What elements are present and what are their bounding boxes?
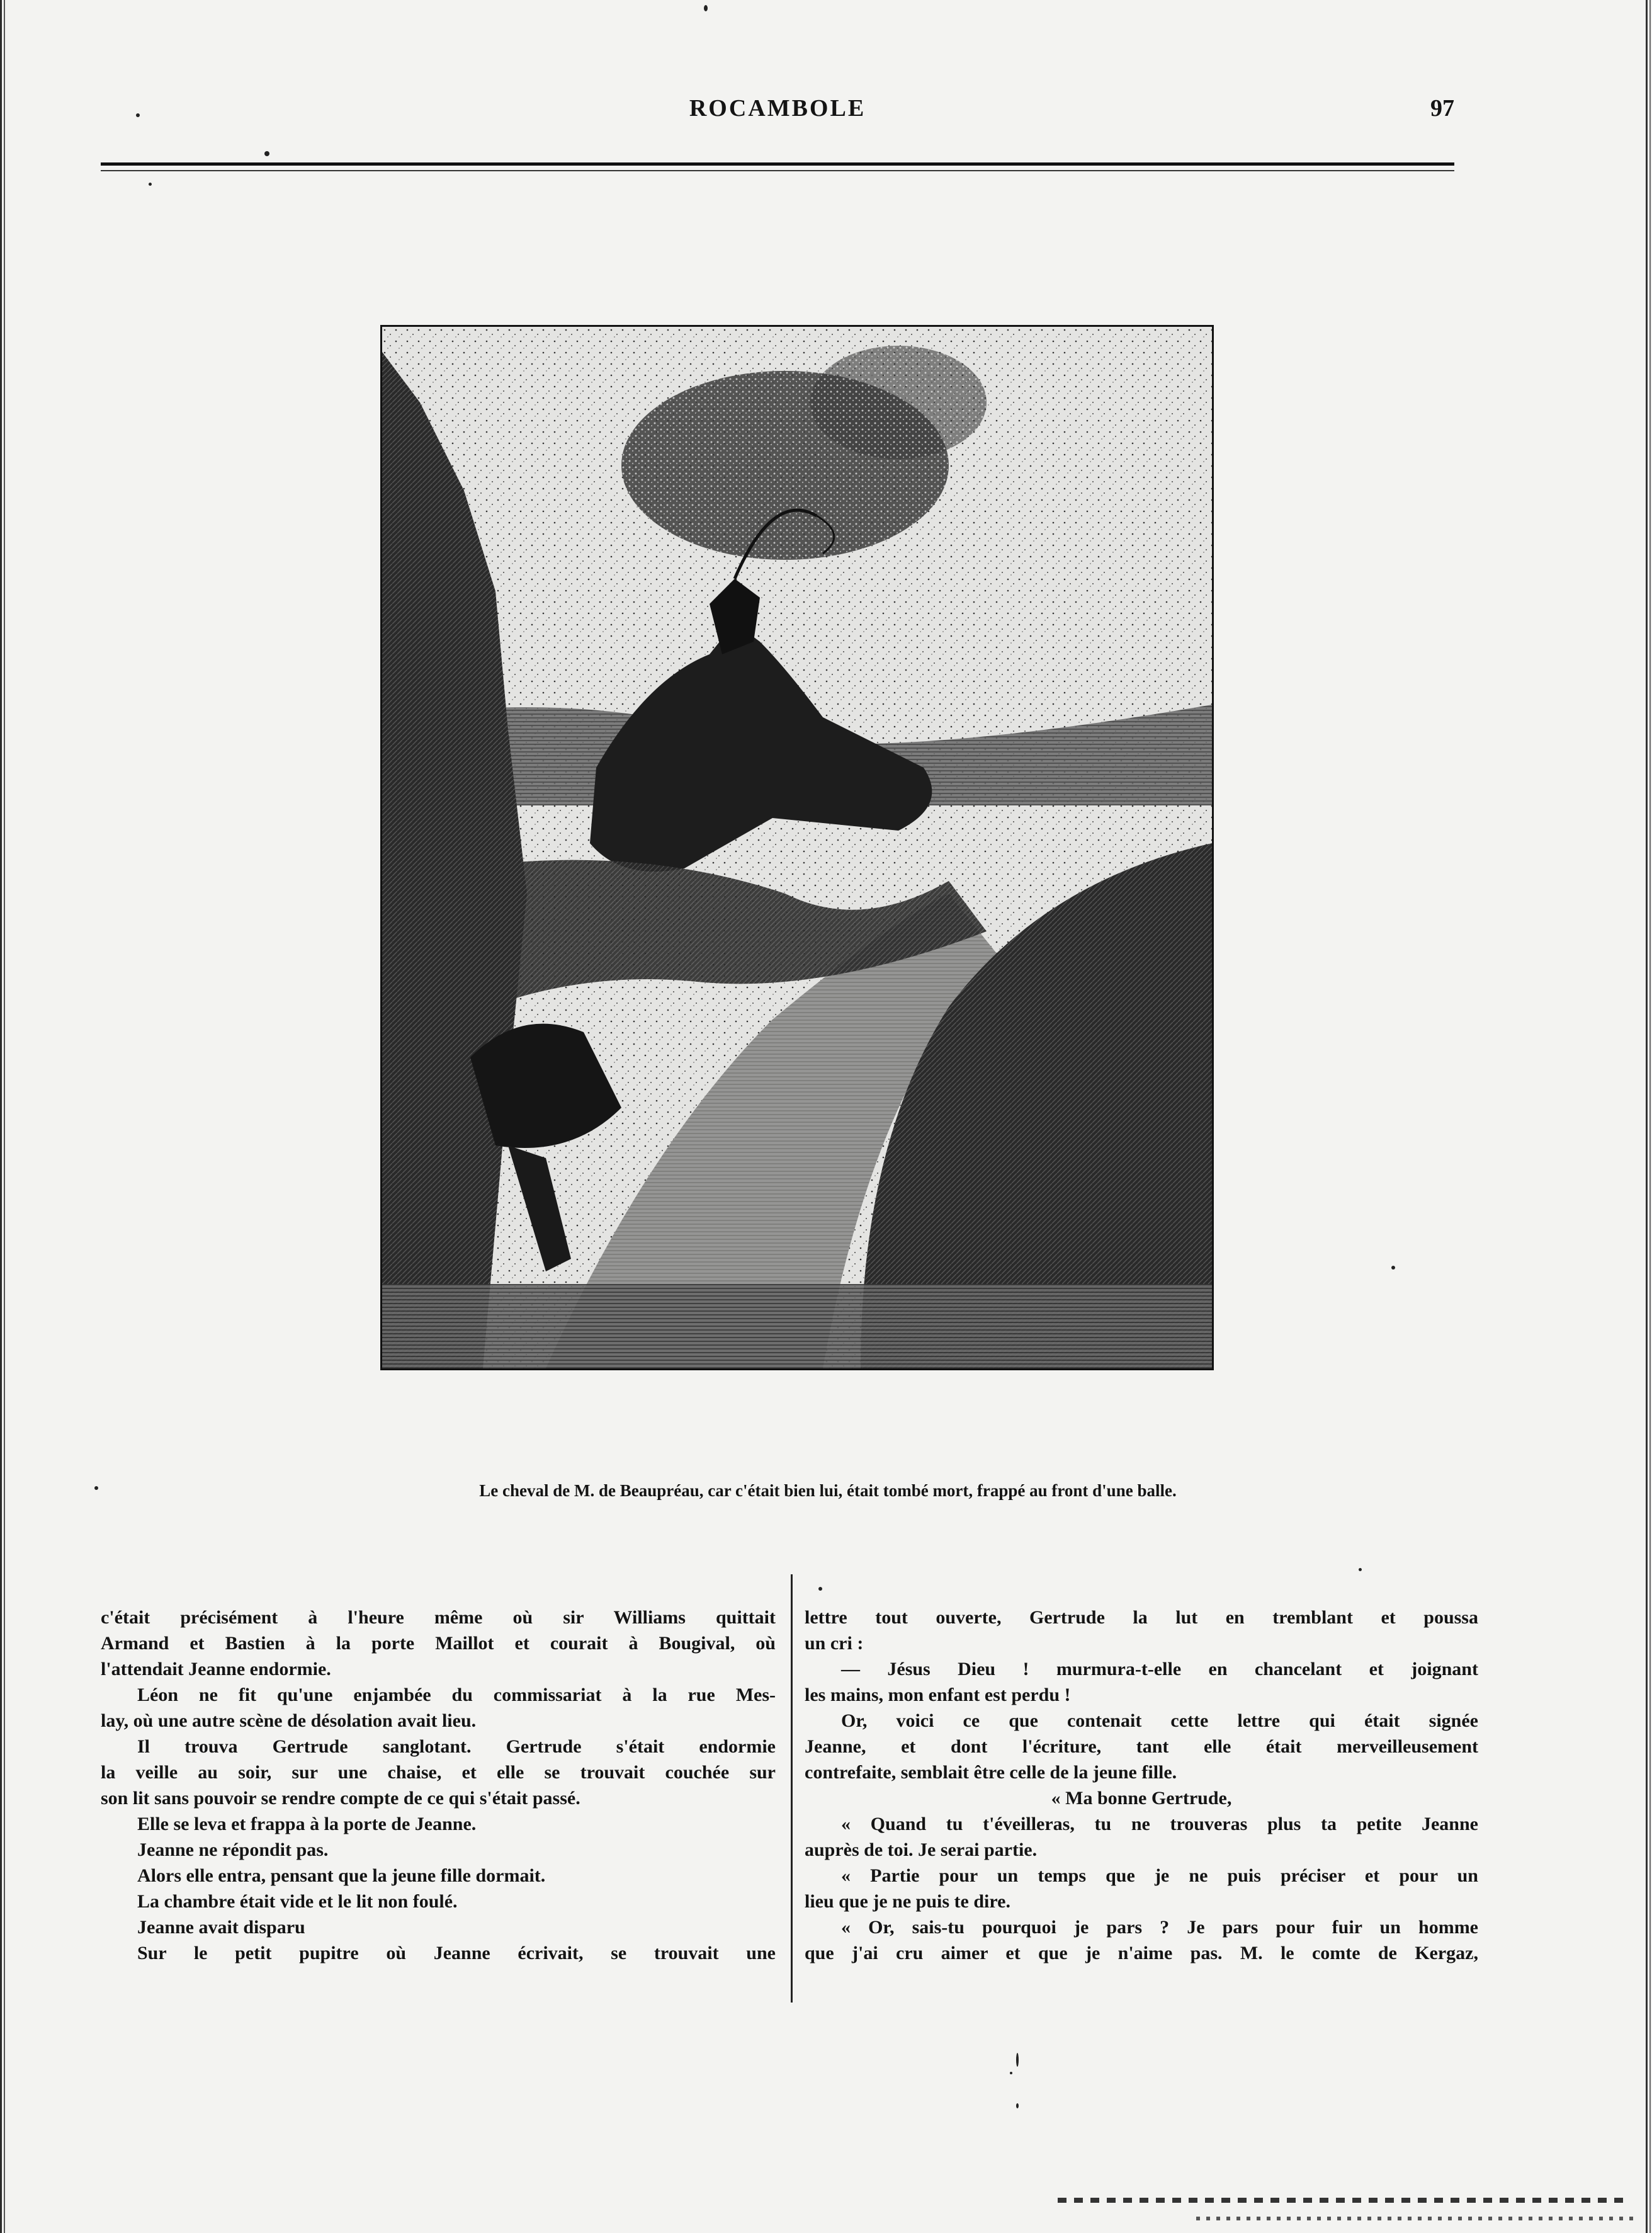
right-column-line: un cri : bbox=[805, 1633, 864, 1654]
left-column-line: la veille au soir, sur une chaise, et elle se trouvait couchée sur bbox=[101, 1762, 776, 1783]
left-column-line: Armand et Bastien à la porte Maillot et courait à Bougival, où bbox=[101, 1633, 776, 1654]
right-column-line: Jeanne, et dont l'écriture, tant elle était merveilleusement bbox=[805, 1736, 1478, 1757]
header-rule bbox=[101, 162, 1454, 171]
running-head bbox=[101, 94, 1454, 132]
right-column-line: auprès de toi. Je serai partie. bbox=[805, 1839, 1038, 1860]
left-column-line: Sur le petit pupitre où Jeanne écrivait, se trouvait une bbox=[137, 1943, 776, 1963]
page-edge-right bbox=[1643, 0, 1652, 2233]
text-column-right bbox=[805, 1605, 1478, 1966]
page-edge-left bbox=[0, 0, 6, 2233]
left-column-line: Il trouva Gertrude sanglotant. Gertrude s'était endormie bbox=[137, 1736, 776, 1757]
right-column-line: « Ma bonne Gertrude, bbox=[1051, 1788, 1232, 1809]
left-column-line: c'était précisément à l'heure même où sir Williams quittait bbox=[101, 1607, 776, 1628]
left-column-line: Léon ne fit qu'une enjambée du commissariat à la rue Mes- bbox=[137, 1685, 776, 1705]
page-number: 97 bbox=[1430, 95, 1454, 122]
left-column-line: Elle se leva et frappa à la porte de Jeanne. bbox=[137, 1814, 477, 1834]
left-column-line: Jeanne avait disparu bbox=[137, 1917, 305, 1938]
left-column-line: Alors elle entra, pensant que la jeune fille dormait. bbox=[137, 1865, 546, 1886]
right-column-line: lettre tout ouverte, Gertrude la lut en tremblant et poussa bbox=[805, 1607, 1478, 1628]
left-column-line: l'attendait Jeanne endormie. bbox=[101, 1659, 331, 1679]
right-column-line: contrefaite, semblait être celle de la jeune fille. bbox=[805, 1762, 1177, 1783]
left-column-line: son lit sans pouvoir se rendre compte de ce qui s'était passé. bbox=[101, 1788, 580, 1809]
footer-rule bbox=[1058, 2198, 1624, 2203]
running-title: ROCAMBOLE bbox=[689, 95, 866, 122]
left-column-line: La chambre était vide et le lit non foulé. bbox=[137, 1891, 458, 1912]
right-column-line: lieu que je ne puis te dire. bbox=[805, 1891, 1010, 1912]
text-column-left bbox=[101, 1605, 776, 1966]
left-column-line: lay, où une autre scène de désolation avait lieu. bbox=[101, 1710, 477, 1731]
right-column-line: « Quand tu t'éveilleras, tu ne trouveras plus ta petite Jeanne bbox=[841, 1814, 1478, 1834]
right-column-line: les mains, mon enfant est perdu ! bbox=[805, 1685, 1071, 1705]
right-column-line: « Or, sais-tu pourquoi je pars ? Je pars pour fuir un homme bbox=[841, 1917, 1478, 1938]
footer-rule-2 bbox=[1196, 2217, 1637, 2220]
engraving-picture bbox=[382, 327, 1212, 1368]
right-column-line: que j'ai cru aimer et que je n'aime pas. M. le comte de Kergaz, bbox=[805, 1943, 1478, 1963]
engraving-illustration bbox=[380, 325, 1214, 1370]
left-column-line: Jeanne ne répondit pas. bbox=[137, 1839, 329, 1860]
right-column-line: — Jésus Dieu ! murmura-t-elle en chancelant et joignant bbox=[841, 1659, 1478, 1679]
illustration-caption: Le cheval de M. de Beaupréau, car c'était bien lui, était tombé mort, frappé au front d'une balle. bbox=[479, 1481, 1177, 1500]
column-divider bbox=[791, 1574, 793, 2003]
right-column-line: Or, voici ce que contenait cette lettre qui était signée bbox=[841, 1710, 1478, 1731]
right-column-line: « Partie pour un temps que je ne puis préciser et pour un bbox=[841, 1865, 1478, 1886]
